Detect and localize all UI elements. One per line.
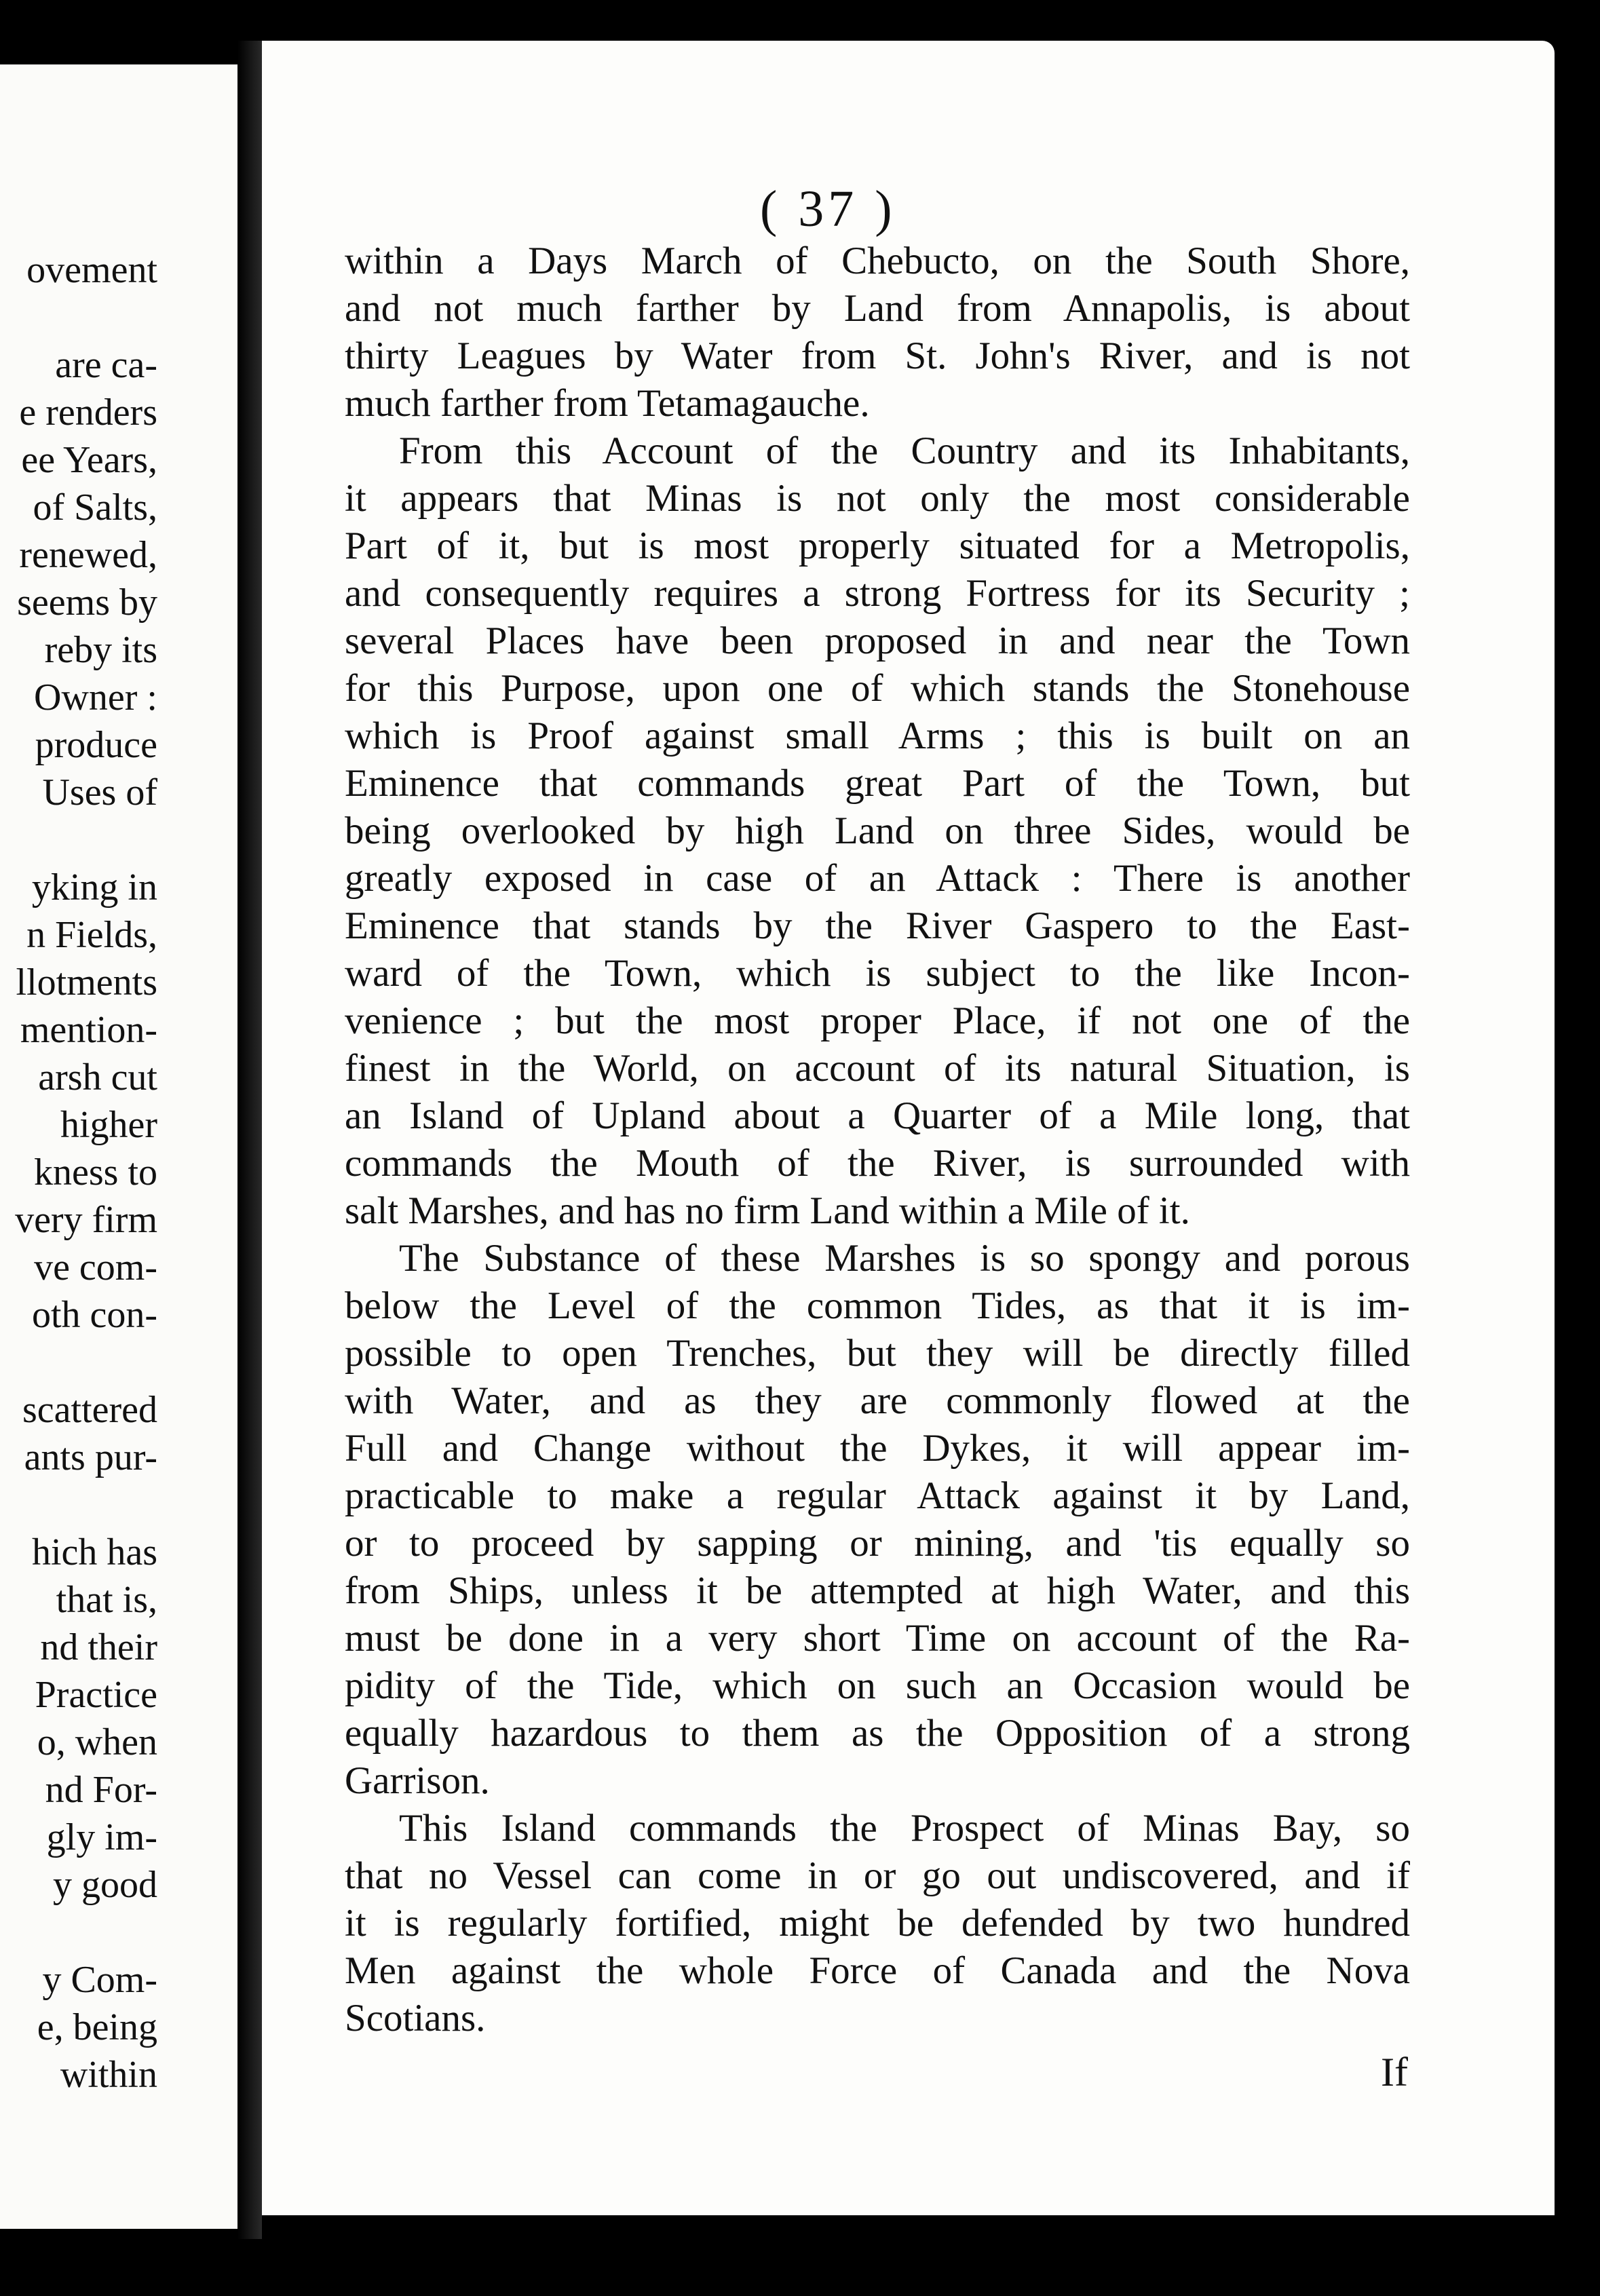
text-line: or to proceed by sapping or mining, and 'tis equally so: [345, 1522, 1410, 1565]
text-line: equally hazardous to them as the Opposition of a strong: [345, 1712, 1410, 1755]
left-line: nd their: [40, 1626, 157, 1668]
text-line: greatly exposed in case of an Attack : There is another: [345, 857, 1410, 900]
left-line: mention-: [20, 1009, 157, 1051]
left-line: reby its: [44, 629, 157, 671]
left-line: seems by: [17, 581, 157, 624]
left-line: that is,: [56, 1579, 157, 1621]
text-line: Men against the whole Force of Canada and the Nova: [345, 1949, 1410, 1992]
text-line: several Places have been proposed in and near the Town: [345, 619, 1410, 662]
text-line: must be done in a very short Time on account of the Ra-: [345, 1617, 1410, 1660]
text-line: Garrison.: [345, 1759, 490, 1802]
left-line: renewed,: [19, 534, 157, 576]
left-line: produce: [35, 724, 157, 766]
book-gutter: [237, 41, 262, 2239]
left-line: nd For-: [45, 1769, 157, 1811]
left-line: ovement: [26, 249, 157, 291]
left-line: yking in: [31, 866, 157, 908]
left-line: scattered: [22, 1389, 157, 1431]
text-line: with Water, and as they are commonly flowed at the: [345, 1379, 1410, 1422]
left-line: Practice: [35, 1674, 157, 1716]
text-line: within a Days March of Chebucto, on the South Shore,: [345, 240, 1410, 282]
left-line: y good: [53, 1864, 157, 1906]
left-page: [0, 64, 237, 2229]
left-line: kness to: [34, 1151, 157, 1193]
text-line: below the Level of the common Tides, as that it is im-: [345, 1284, 1410, 1327]
text-line: ward of the Town, which is subject to the like Incon-: [345, 952, 1410, 995]
left-line: hich has: [31, 1531, 157, 1573]
text-line: it appears that Minas is not only the most considerable: [345, 477, 1410, 520]
left-line: e renders: [19, 391, 157, 434]
catchword: If: [1381, 2050, 1408, 2094]
left-line: arsh cut: [38, 1056, 157, 1098]
left-line: y Com-: [42, 1959, 157, 2001]
text-line: which is Proof against small Arms ; this is built on an: [345, 714, 1410, 757]
left-line: are ca-: [55, 344, 157, 386]
text-line: for this Purpose, upon one of which stands the Stonehouse: [345, 667, 1410, 710]
text-line: much farther from Tetamagauche.: [345, 382, 870, 425]
text-line: practicable to make a regular Attack against it by Land,: [345, 1474, 1410, 1517]
left-line: oth con-: [31, 1294, 157, 1336]
left-line: very firm: [15, 1199, 157, 1241]
text-line: Part of it, but is most properly situated for a Metropolis,: [345, 524, 1410, 567]
text-line: and not much farther by Land from Annapolis, is about: [345, 287, 1410, 330]
text-line: and consequently requires a strong Fortress for its Security ;: [345, 572, 1410, 615]
text-line: Scotians.: [345, 1997, 486, 2040]
text-line: Eminence that commands great Part of the Town, but: [345, 762, 1410, 805]
text-line: Eminence that stands by the River Gaspero to the East-: [345, 904, 1410, 947]
text-line: that no Vessel can come in or go out undiscovered, and if: [345, 1854, 1410, 1897]
text-line: it is regularly fortified, might be defended by two hundred: [345, 1902, 1410, 1945]
left-line: ee Years,: [21, 439, 157, 481]
page-number: ( 37 ): [760, 180, 896, 237]
text-line: Full and Change without the Dykes, it will appear im-: [345, 1427, 1410, 1470]
left-line: ants pur-: [24, 1436, 157, 1478]
left-line: of Salts,: [33, 486, 157, 529]
left-line: llotments: [16, 961, 157, 1003]
text-line: commands the Mouth of the River, is surrounded with: [345, 1142, 1410, 1185]
left-line: n Fields,: [26, 914, 157, 956]
text-line: finest in the World, on account of its natural Situation, is: [345, 1047, 1410, 1090]
text-line: thirty Leagues by Water from St. John's River, and is not: [345, 334, 1410, 377]
left-line: within: [60, 2054, 157, 2096]
text-line: venience ; but the most proper Place, if not one of the: [345, 999, 1410, 1042]
text-line: From this Account of the Country and its Inhabitants,: [399, 429, 1410, 472]
left-line: o, when: [37, 1721, 157, 1763]
left-line: higher: [60, 1104, 157, 1146]
text-line: being overlooked by high Land on three Sides, would be: [345, 809, 1410, 852]
text-line: an Island of Upland about a Quarter of a Mile long, that: [345, 1094, 1410, 1137]
left-line: Owner :: [34, 676, 157, 719]
text-line: pidity of the Tide, which on such an Occasion would be: [345, 1664, 1410, 1707]
text-line: salt Marshes, and has no firm Land within a Mile of it.: [345, 1189, 1190, 1232]
left-line: ve com-: [34, 1246, 157, 1288]
left-line: e, being: [37, 2006, 157, 2048]
text-line: The Substance of these Marshes is so spongy and porous: [399, 1237, 1410, 1280]
text-line: from Ships, unless it be attempted at high Water, and this: [345, 1569, 1410, 1612]
left-line: gly im-: [46, 1816, 157, 1858]
left-line: Uses of: [42, 771, 157, 814]
text-line: possible to open Trenches, but they will be directly filled: [345, 1332, 1410, 1375]
text-line: This Island commands the Prospect of Minas Bay, so: [399, 1807, 1410, 1850]
